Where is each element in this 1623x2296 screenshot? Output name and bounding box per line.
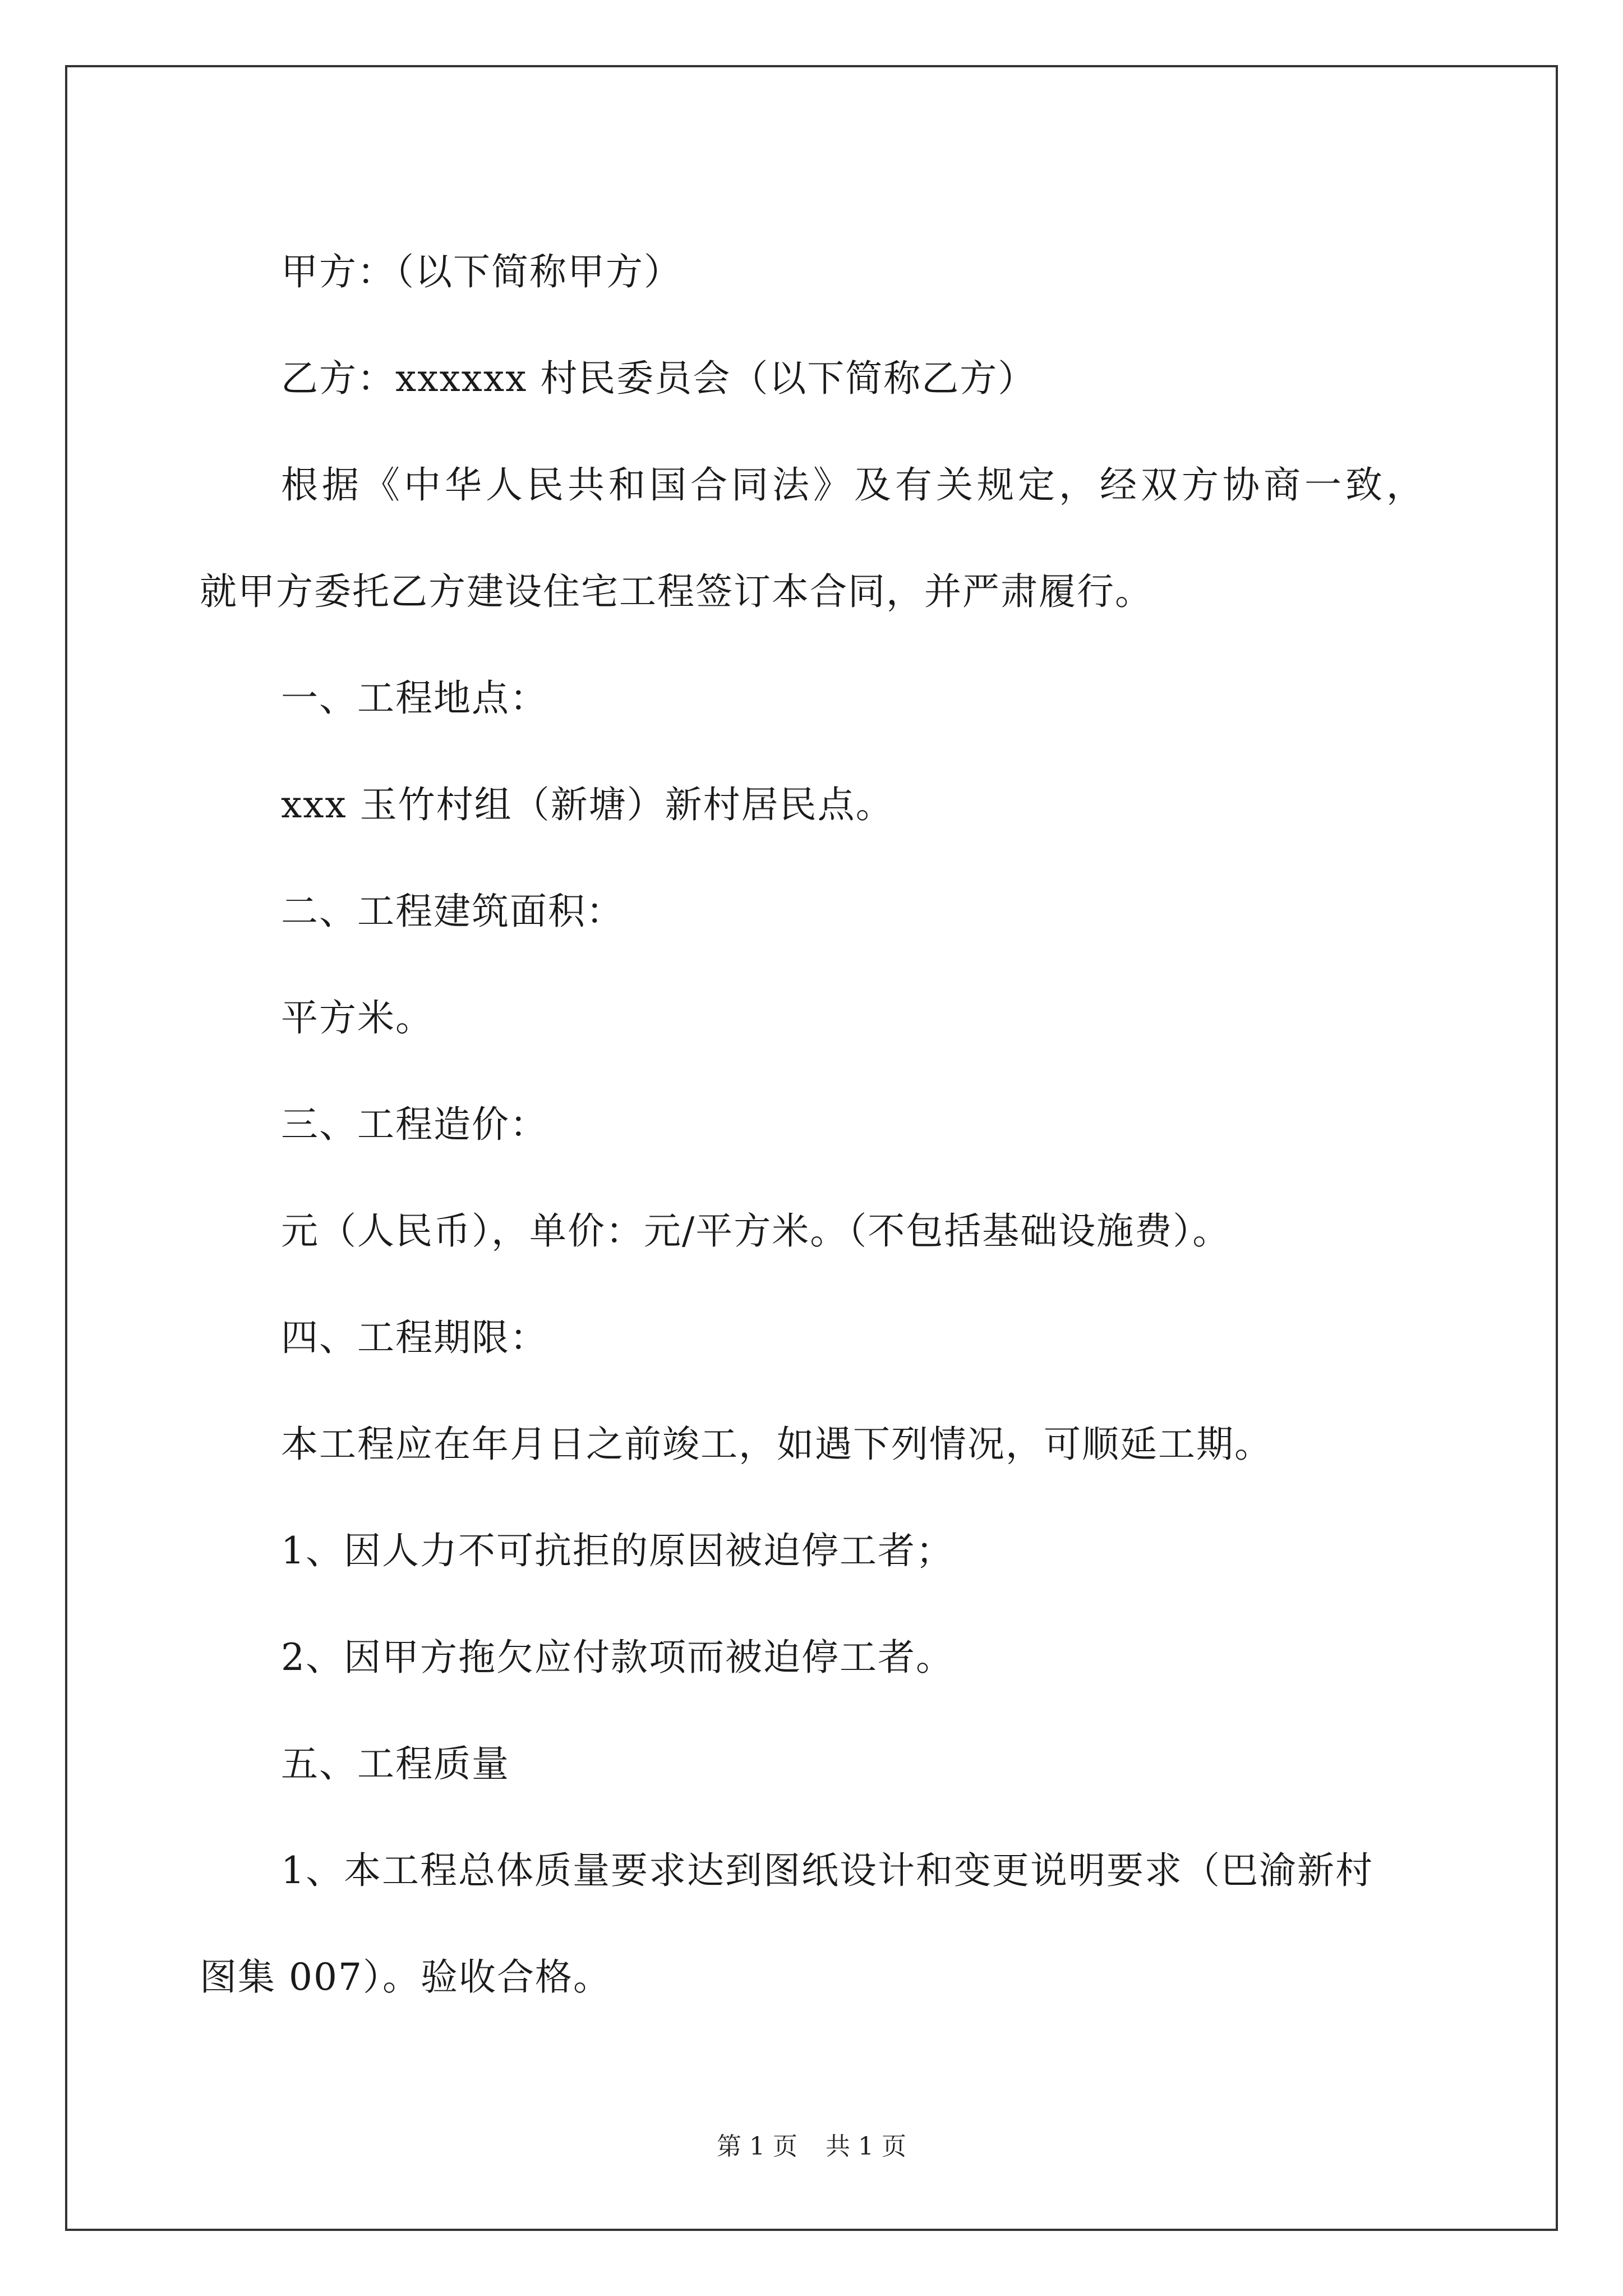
section-4-item-1: 1、因人力不可抗拒的原因被迫停工者； xyxy=(281,1529,954,1572)
document-body xyxy=(200,219,1428,2031)
section-5-item-1-line-1: 1、本工程总体质量要求达到图纸设计和变更说明要求（巴渝新村 xyxy=(281,1849,1373,1892)
preamble-line-1: 根据《中华人民共和国合同法》及有关规定，经双方协商一致， xyxy=(281,463,1427,507)
section-1-heading: 一、工程地点： xyxy=(281,677,548,720)
preamble-line-2: 就甲方委托乙方建设住宅工程签订本合同，并严肃履行。 xyxy=(200,570,1153,613)
section-4-content: 本工程应在年月日之前竣工，如遇下列情况，可顺延工期。 xyxy=(281,1423,1272,1466)
section-3-content: 元（人民币），单价：元/平方米。（不包括基础设施费）。 xyxy=(281,1209,1231,1253)
section-3-heading: 三、工程造价： xyxy=(281,1103,548,1146)
page-number-total: 共 1 页 xyxy=(826,2132,906,2161)
section-2-heading: 二、工程建筑面积： xyxy=(281,890,624,933)
page-number-current: 第 1 页 xyxy=(717,2132,797,2161)
section-2-content: 平方米。 xyxy=(281,996,434,1039)
page-footer xyxy=(0,2126,1623,2162)
section-5-item-1-line-2: 图集 007）。验收合格。 xyxy=(200,1955,611,1999)
party-a-line: 甲方：（以下简称甲方） xyxy=(281,250,682,293)
section-4-item-2: 2、因甲方拖欠应付款项而被迫停工者。 xyxy=(281,1636,954,1679)
section-4-heading: 四、工程期限： xyxy=(281,1316,548,1359)
section-5-heading: 五、工程质量 xyxy=(281,1742,510,1786)
section-1-content: xxx 玉竹村组（新塘）新村居民点。 xyxy=(281,783,894,826)
party-b-line: 乙方：xxxxxx 村民委员会（以下简称乙方） xyxy=(281,357,1036,400)
